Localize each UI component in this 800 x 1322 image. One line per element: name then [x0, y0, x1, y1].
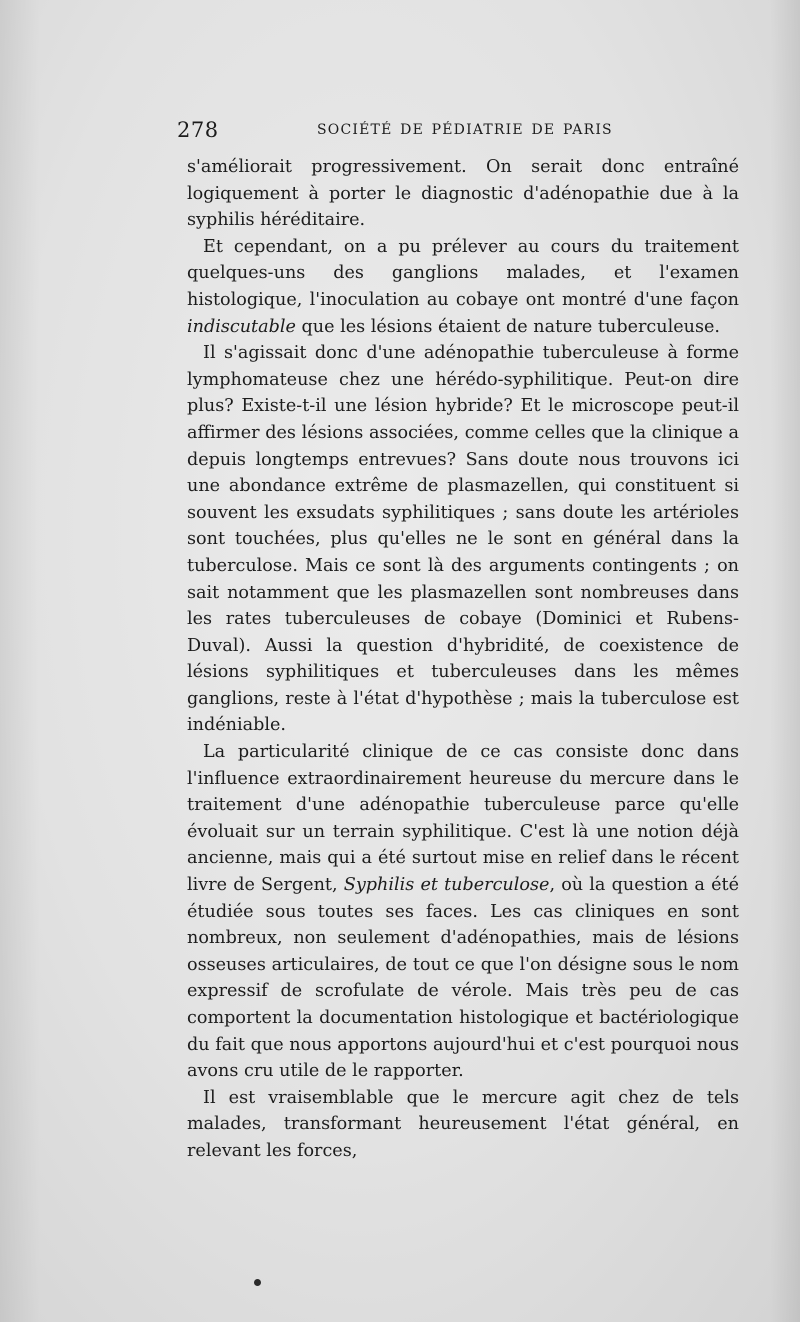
page-gutter-shadow	[0, 0, 40, 1322]
italic-term: indiscutable	[187, 316, 296, 337]
paragraph-examen	[187, 234, 739, 340]
paragraph-continuation	[187, 154, 739, 234]
page-number: 278	[177, 118, 219, 142]
page-edge-shadow	[770, 0, 800, 1322]
paragraph-text-after: , où la question a été étudiée sous toutes ses faces. Les cas cliniques en sont nombreux, non seulement d'adénopathies, mais de lésions osseuses articulaires, de tout ce que l'on désigne sous le nom expressif de scrofulate de vérole. Mais très peu de cas comportent la documentation histologique et bactériologique du fait que nous apportons aujourd'hui et c'est pourquoi nous avons cru utile de le rapporter.	[187, 875, 739, 1082]
paragraph-text: s'améliorait progressivement. On serait donc entraîné logiquement à porter le diagnostic d'adénopathie due à la syphilis héréditaire.	[187, 157, 739, 231]
paragraph-adenopathie	[187, 340, 739, 739]
italic-book-title: Syphilis et tuberculose	[343, 875, 550, 896]
paragraph-particularite	[187, 739, 739, 1085]
ink-speck	[254, 1279, 261, 1286]
page-header	[177, 118, 737, 144]
paragraph-mercure	[187, 1085, 739, 1165]
paragraph-text-before: Et cependant, on a pu prélever au cours du traitement quelques-uns des ganglions malades, et l'examen histologique, l'inoculation au cobaye ont montré d'une façon	[187, 236, 739, 310]
paragraph-text-after: que les lésions étaient de nature tuberculeuse.	[295, 316, 720, 337]
paragraph-text-before: La particularité clinique de ce cas consiste donc dans l'influence extraordinairement heureuse du mercure dans le traitement d'une adénopathie tuberculeuse parce qu'elle évoluait sur un terrain syphilitique. C'est là une notion déjà ancienne, mais qui a été surtout mise en relief dans le récent livre de Sergent,	[187, 742, 739, 896]
running-title: SOCIÉTÉ DE PÉDIATRIE DE PARIS	[317, 122, 613, 138]
body-text	[187, 154, 739, 1165]
paragraph-text: Il s'agissait donc d'une adénopathie tuberculeuse à forme lymphomateuse chez une hérédo-syphilitique. Peut-on dire plus? Existe-t-il une lésion hybride? Et le microscope peut-il affirmer des lésions associées, comme celles que la clinique a depuis longtemps entrevues? Sans doute nous trouvons ici une abondance extrême de plasmazellen, qui constituent si souvent les exsudats syphilitiques ; sans doute les artérioles sont touchées, plus qu'elles ne le sont en général dans la tuberculose. Mais ce sont là des arguments contingents ; on sait notamment que les plasmazellen sont nombreuses dans les rates tuberculeuses de cobaye (Dominici et Rubens-Duval). Aussi la question d'hybridité, de coexistence de lésions syphilitiques et tuberculeuses dans les mêmes ganglions, reste à l'état d'hypothèse ; mais la tuberculose est indéniable.	[187, 343, 739, 736]
paragraph-text: Il est vraisemblable que le mercure agit chez de tels malades, transformant heureusement l'état général, en relevant les forces,	[187, 1087, 739, 1161]
